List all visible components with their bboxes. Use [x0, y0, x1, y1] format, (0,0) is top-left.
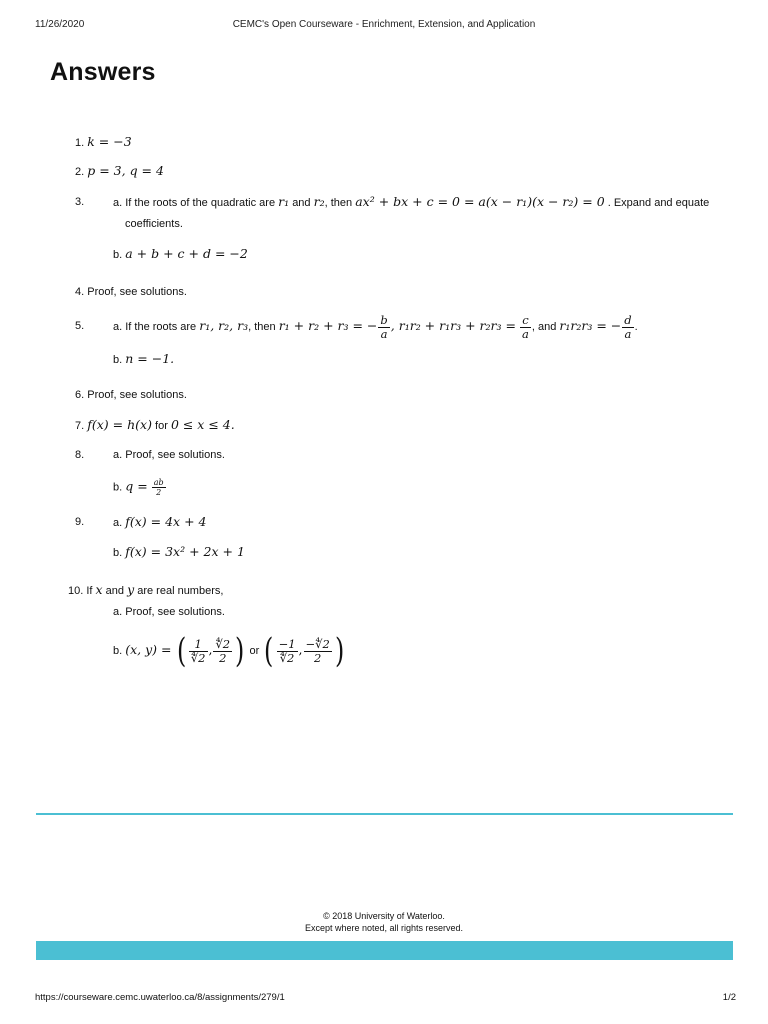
answer-3b: b. a + b + c + d = −2	[113, 246, 248, 261]
answer-3-number: 3.	[75, 196, 85, 208]
print-page-number: 1/2	[722, 992, 736, 1003]
answer-10: 10. If x and y are real numbers,	[68, 582, 224, 597]
answer-9-number: 9.	[75, 516, 85, 528]
print-date: 11/26/2020	[35, 19, 85, 30]
fraction-c-over-a: $\frac{c}{a}$	[522, 312, 529, 341]
answer-5b: b. n = −1.	[113, 351, 175, 366]
answer-10b: b. (x, y) = ( $\frac{1}{∜2}$ , $\frac{∜2}{2}$ ) or ( $\frac{-1}{∜2}$ , $\frac{-∜2}{2}$ )	[113, 631, 345, 672]
page-title: Answers	[50, 58, 156, 86]
answer-2: 2. p = 3, q = 4	[75, 163, 164, 178]
answer-3a-equation: ax² + bx + c = 0 = a(x − r₁)(x − r₂) = 0	[355, 194, 605, 209]
print-url: https://courseware.cemc.uwaterloo.ca/8/assignments/279/1	[35, 992, 285, 1003]
answer-3a: a. If the roots of the quadratic are r₁ and r₂, then ax² + bx + c = 0 = a(x − r₁)(x − r₂) = 0 . Expand and equate	[113, 194, 710, 209]
fraction-1-over-root: $\frac{1}{∜2}$	[190, 636, 206, 665]
rights-text: Except where noted, all rights reserved.	[304, 923, 464, 933]
answer-1: 1. k = −3	[75, 134, 132, 149]
copyright-text: © 2018 University of Waterloo.	[323, 911, 445, 921]
answer-9b: b. f(x) = 3x² + 2x + 1	[113, 544, 245, 559]
answer-8-number: 8.	[75, 449, 85, 461]
fraction-root-over-2: $\frac{∜2}{2}$	[215, 636, 231, 665]
answer-1-math: k = −3	[87, 134, 132, 149]
answer-8b: b. q = $\frac{ab}{2}$	[113, 478, 164, 497]
footer-divider	[36, 813, 733, 815]
answer-4: 4. Proof, see solutions.	[75, 286, 187, 298]
footer-band	[36, 941, 733, 960]
answer-2-math: p = 3, q = 4	[87, 163, 164, 178]
answer-10a: a. Proof, see solutions.	[113, 606, 225, 618]
answer-7: 7. f(x) = h(x) for 0 ≤ x ≤ 4.	[75, 417, 235, 432]
fraction-neg1-over-root: $\frac{-1}{∜2}$	[278, 636, 296, 665]
answer-5a: a. If the roots are r₁, r₂, r₃, then r₁ + r₂ + r₃ = − $\frac{b}{a}$ , r₁r₂ + r₁r₃ + r₂r₃ = $\frac{c}{a}$ , and r₁r₂r₃ = − $\frac{d}{a}$ .	[113, 312, 638, 341]
answer-9a: a. f(x) = 4x + 4	[113, 514, 207, 529]
answer-6: 6. Proof, see solutions.	[75, 389, 187, 401]
fraction-ab-over-2: $\frac{ab}{2}$	[153, 478, 164, 497]
fraction-negroot-over-2: $\frac{-∜2}{2}$	[305, 636, 330, 665]
fraction-b-over-a: $\frac{b}{a}$	[380, 312, 388, 341]
answer-8a: a. Proof, see solutions.	[113, 449, 225, 461]
answer-3a-continued: coefficients.	[125, 218, 183, 230]
print-page-title: CEMC's Open Courseware - Enrichment, Extension, and Application	[232, 19, 536, 30]
fraction-d-over-a: $\frac{d}{a}$	[624, 312, 632, 341]
answer-5-number: 5.	[75, 320, 85, 332]
